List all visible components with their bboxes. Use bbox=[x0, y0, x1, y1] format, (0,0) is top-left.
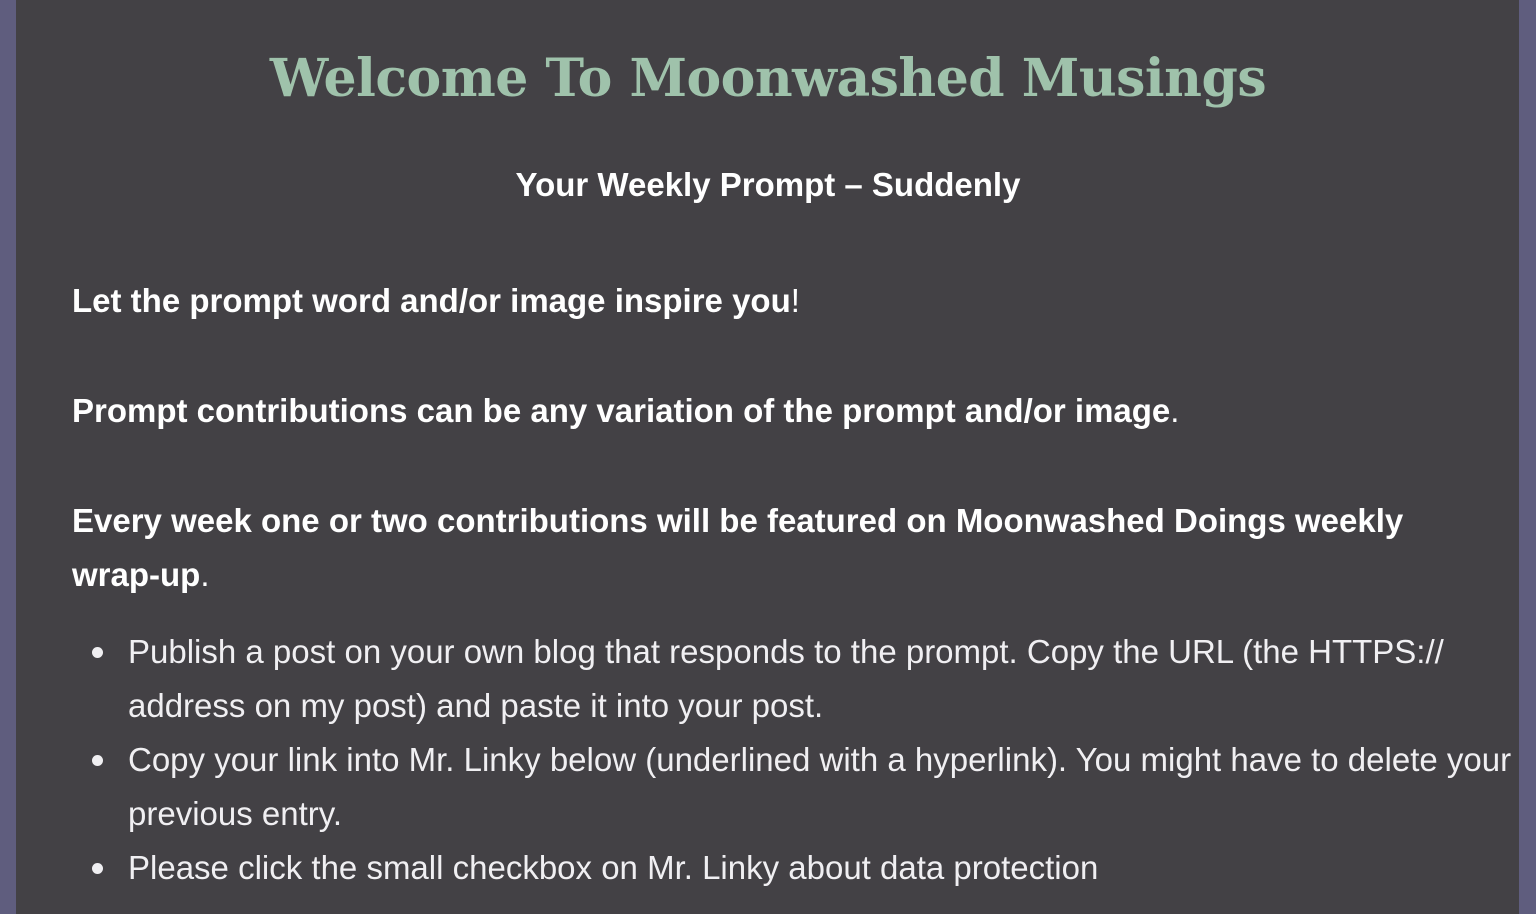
intro-paragraph-contributions-bold: Prompt contributions can be any variation of the prompt and/or image bbox=[72, 392, 1171, 429]
bullet-dot-icon bbox=[92, 647, 103, 658]
instruction-text: Please click the small checkbox on Mr. Linky about data protection bbox=[128, 849, 1099, 886]
intro-paragraph-inspire-tail: ! bbox=[790, 282, 800, 319]
instruction-text: Publish a post on your own blog that responds to the prompt. Copy the URL (the HTTPS:// address on my post) and paste it into your post. bbox=[128, 633, 1444, 724]
intro-paragraph-featured bbox=[72, 494, 1462, 602]
intro-paragraph-featured-tail: . bbox=[200, 556, 210, 593]
instructions-list bbox=[72, 625, 1518, 895]
site-title[interactable]: Welcome To Moonwashed Musings bbox=[269, 47, 1267, 109]
instruction-text: Copy your link into Mr. Linky below (underlined with a hyperlink). You might have to delete your previous entry. bbox=[128, 741, 1512, 832]
list-item bbox=[128, 625, 1518, 733]
list-item bbox=[128, 841, 1518, 895]
content-area bbox=[16, 0, 1519, 914]
list-item bbox=[128, 733, 1518, 841]
intro-paragraph-contributions bbox=[72, 384, 1462, 438]
intro-paragraph-featured-bold: Every week one or two contributions will be featured on Moonwashed Doings weekly wrap-up bbox=[72, 502, 1404, 593]
bullet-dot-icon bbox=[92, 863, 103, 874]
intro-paragraph-inspire bbox=[72, 274, 1462, 328]
intro-paragraph-inspire-bold: Let the prompt word and/or image inspire you bbox=[72, 282, 791, 319]
bullet-dot-icon bbox=[92, 755, 103, 766]
prompt-heading: Your Weekly Prompt – Suddenly bbox=[515, 166, 1021, 204]
intro-paragraph-contributions-tail: . bbox=[1170, 392, 1180, 429]
